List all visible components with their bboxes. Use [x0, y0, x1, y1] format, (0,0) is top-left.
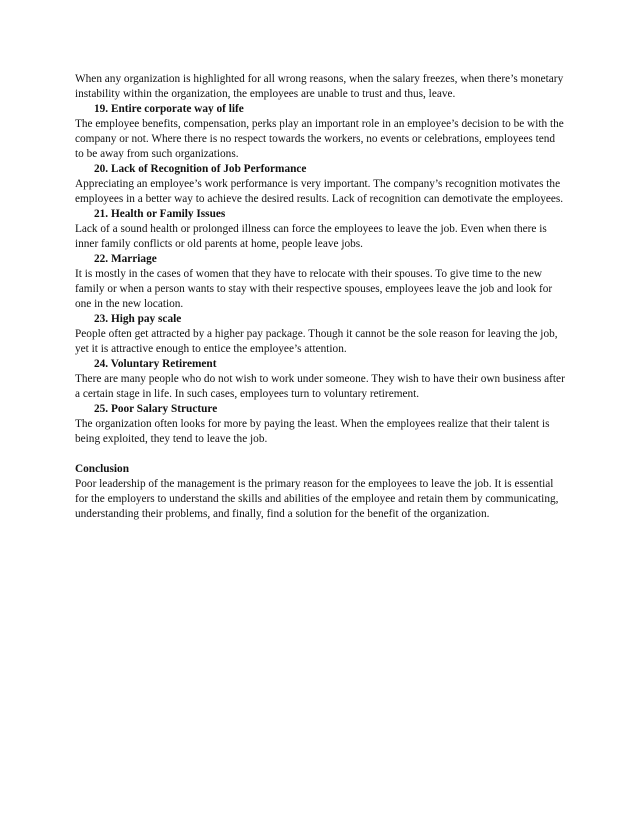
section-heading-24: 24. Voluntary Retirement — [94, 358, 217, 370]
section-heading-22: 22. Marriage — [94, 253, 157, 265]
section-body-25: The organization often looks for more by paying the least. When the employees realize that their talent is being exploited, they tend to leave the job. — [75, 418, 550, 445]
section-body-24: There are many people who do not wish to work under someone. They wish to have their own business after a certain stage in life. In such cases, employees turn to voluntary retirement. — [75, 373, 565, 400]
section-heading-23: 23. High pay scale — [94, 313, 182, 325]
document-body — [75, 72, 565, 522]
intro-paragraph: When any organization is highlighted for all wrong reasons, when the salary freezes, when there’s monetary instability within the organization, the employees are unable to trust and thus, leave. — [75, 73, 564, 100]
section-heading-20: 20. Lack of Recognition of Job Performance — [94, 163, 307, 175]
section-body-21: Lack of a sound health or prolonged illness can force the employees to leave the job. Even when there is inner family conflicts or old parents at home, people leave jobs. — [75, 223, 547, 250]
section-body-20: Appreciating an employee’s work performance is very important. The company’s recognition motivates the employees in a better way to achieve the desired results. Lack of recognition can demotivate the employees. — [75, 178, 564, 205]
section-body-23: People often get attracted by a higher pay package. Though it cannot be the sole reason for leaving the job, yet it is attractive enough to entice the employee’s attention. — [75, 328, 558, 355]
section-heading-21: 21. Health or Family Issues — [94, 208, 226, 220]
section-body-22: It is mostly in the cases of women that they have to relocate with their spouses. To give time to the new family or when a person wants to stay with their respective spouses, employees leave the job and look for one in the new location. — [75, 268, 553, 310]
spacer — [75, 447, 565, 462]
section-heading-25: 25. Poor Salary Structure — [94, 403, 218, 415]
section-body-19: The employee benefits, compensation, perks play an important role in an employee’s decision to be with the company or not. Where there is no respect towards the workers, no events or celebrations, employees tend to be away from such organizations. — [75, 118, 564, 160]
section-heading-19: 19. Entire corporate way of life — [94, 103, 244, 115]
conclusion-paragraph: Poor leadership of the management is the primary reason for the employees to leave the job. It is essential for the employers to understand the skills and abilities of the employee and retain them by communicating, understanding their problems, and finally, find a solution for the benefit of the organization. — [75, 478, 559, 520]
conclusion-heading: Conclusion — [75, 463, 129, 475]
